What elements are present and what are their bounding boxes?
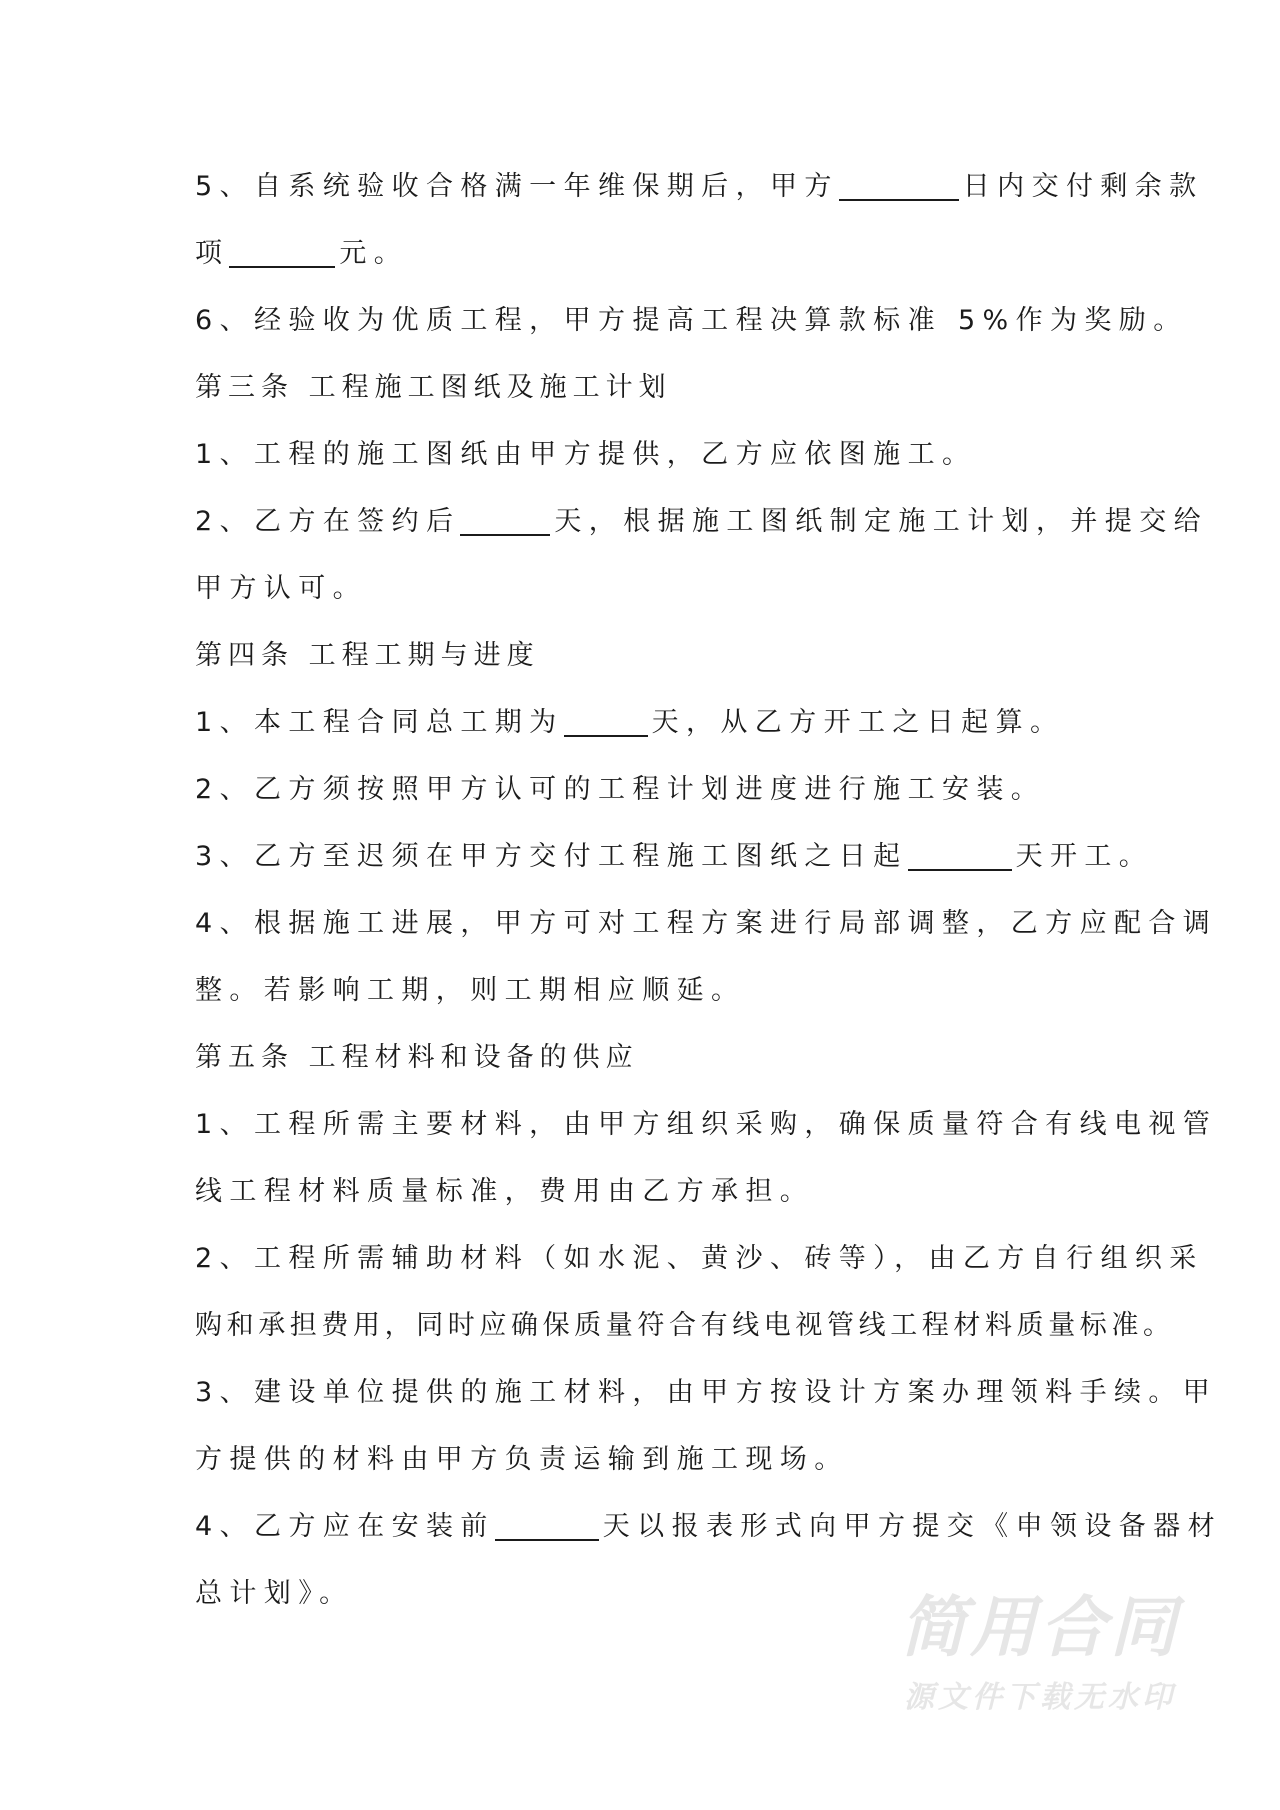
clause-6-reward: [195, 301, 1188, 341]
text-segment: 6、经验收为优质工程，甲方提高工程决算款标准 5%作为奖励。: [195, 305, 1188, 336]
text-segment: 线工程材料质量标准，费用由乙方承担。: [195, 1176, 815, 1207]
article-4-clause-4-cont: [195, 971, 1095, 1011]
article-5-clause-2: [195, 1239, 1204, 1279]
article-5-clause-3-cont: [195, 1440, 1095, 1480]
article-5-clause-1: [195, 1105, 1218, 1145]
fill-in-blank-amount[interactable]: [229, 236, 335, 268]
text-segment: 元。: [339, 238, 409, 269]
article-5-clause-2-cont: [195, 1306, 1175, 1346]
text-segment: 总计划》。: [195, 1578, 354, 1609]
article-4-heading: [195, 636, 1095, 676]
fill-in-blank-days[interactable]: [495, 1509, 599, 1541]
watermark: [885, 1589, 1195, 1718]
article-5-clause-3: [195, 1373, 1218, 1413]
article-5-clause-4: [195, 1507, 1222, 1547]
article-4-clause-1: [195, 703, 1095, 743]
watermark-subtitle: 源文件下载无水印: [904, 1680, 1176, 1715]
text-segment: 2、乙方须按照甲方认可的工程计划进度进行施工安装。: [195, 774, 1046, 805]
fill-in-blank-days[interactable]: [839, 169, 959, 201]
text-segment: 3、乙方至迟须在甲方交付工程施工图纸之日起: [195, 841, 908, 872]
article-4-clause-4: [195, 904, 1218, 944]
fill-in-blank-start-days[interactable]: [908, 839, 1012, 871]
text-segment: 整。若影响工期，则工期相应顺延。: [195, 975, 746, 1006]
text-segment: 项: [195, 238, 230, 269]
article-3-heading: [195, 368, 1095, 408]
text-segment: 3、建设单位提供的施工材料，由甲方按设计方案办理领料手续。甲: [195, 1377, 1218, 1408]
text-segment: 1、工程所需主要材料，由甲方组织采购，确保质量符合有线电视管: [195, 1109, 1218, 1140]
text-segment: 日内交付剩余款: [962, 171, 1204, 202]
text-segment: 5、自系统验收合格满一年维保期后，甲方: [195, 171, 839, 202]
article-5-clause-1-cont: [195, 1172, 1095, 1212]
text-segment: 2、乙方在签约后: [195, 506, 461, 537]
heading-text: 第五条 工程材料和设备的供应: [195, 1042, 639, 1073]
article-3-clause-2: [195, 502, 1208, 542]
watermark-title: 简用合同: [900, 1589, 1180, 1666]
article-4-clause-2: [195, 770, 1095, 810]
text-segment: 4、乙方应在安装前: [195, 1511, 495, 1542]
text-segment: 方提供的材料由甲方负责运输到施工现场。: [195, 1444, 849, 1475]
clause-5-payment-cont: [195, 234, 1095, 274]
text-segment: 甲方认可。: [195, 573, 367, 604]
text-segment: 天，从乙方开工之日起算。: [651, 707, 1065, 738]
text-segment: 1、本工程合同总工期为: [195, 707, 564, 738]
text-segment: 2、工程所需辅助材料（如水泥、黄沙、砖等），由乙方自行组织采: [195, 1243, 1204, 1274]
text-segment: 天以报表形式向甲方提交《申领设备器材: [602, 1511, 1222, 1542]
text-segment: 4、根据施工进展，甲方可对工程方案进行局部调整，乙方应配合调: [195, 908, 1218, 939]
heading-text: 第四条 工程工期与进度: [195, 640, 540, 671]
fill-in-blank-total-days[interactable]: [564, 705, 648, 737]
text-segment: 天，根据施工图纸制定施工计划，并提交给: [554, 506, 1208, 537]
article-3-clause-2-cont: [195, 569, 1095, 609]
text-segment: 天开工。: [1015, 841, 1154, 872]
heading-text: 第三条 工程施工图纸及施工计划: [195, 372, 672, 403]
text-segment: 1、工程的施工图纸由甲方提供，乙方应依图施工。: [195, 439, 977, 470]
clause-5-payment: [195, 167, 1204, 207]
article-3-clause-1: [195, 435, 1095, 475]
article-4-clause-3: [195, 837, 1154, 877]
text-segment: 购和承担费用，同时应确保质量符合有线电视管线工程材料质量标准。: [195, 1310, 1175, 1341]
article-5-heading: [195, 1038, 1095, 1078]
fill-in-blank-days[interactable]: [460, 504, 550, 536]
